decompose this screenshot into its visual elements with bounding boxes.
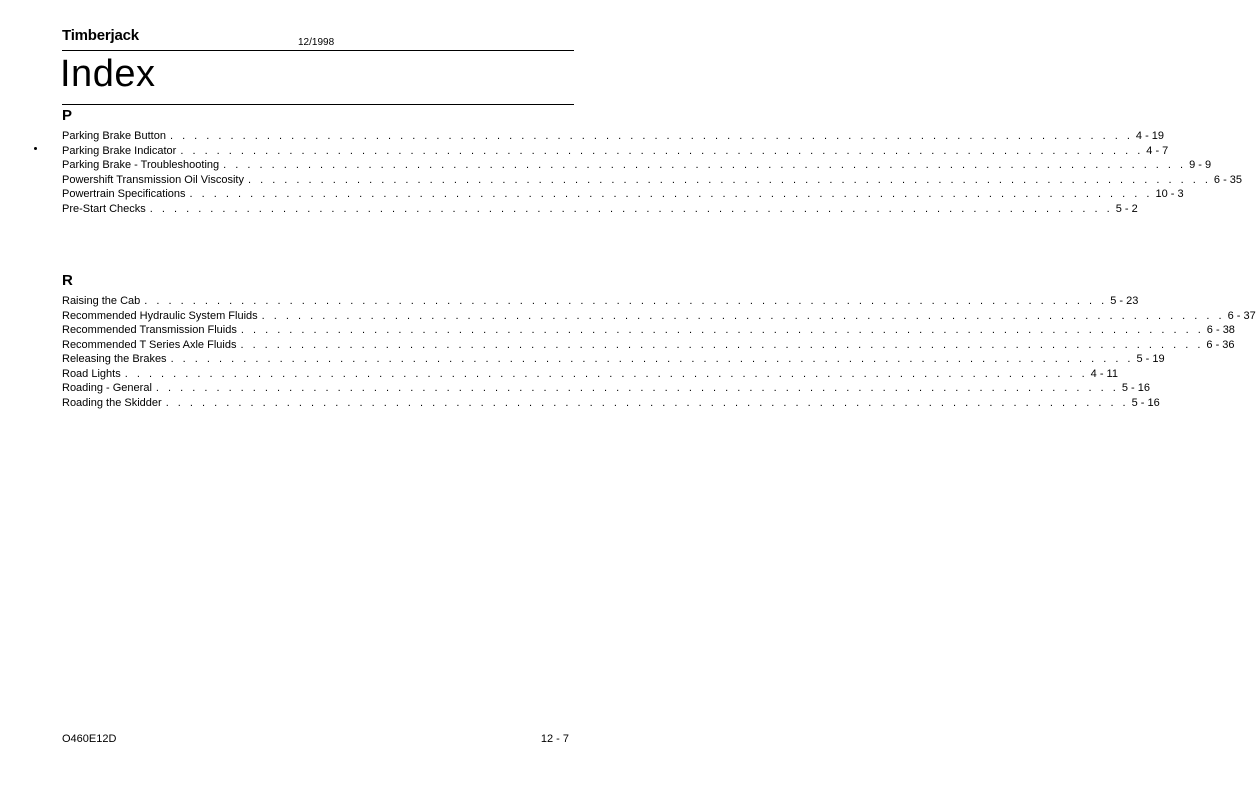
index-entry-label: Parking Brake Button bbox=[62, 130, 166, 142]
page-title: Index bbox=[60, 53, 156, 95]
section-p-entries bbox=[62, 129, 1243, 216]
index-entry bbox=[62, 158, 1212, 173]
index-entry bbox=[62, 309, 1256, 324]
index-entry-page: 6 - 35 bbox=[1213, 173, 1243, 186]
dot-leader: . . . . . . . . . . . . . . . . . . . . . . . . . . . . . . . . . . . . . . . . . . . . . . . . . . . . . . . . . . . . . . . . . . . . . . . . . . . . . . . . bbox=[165, 396, 1129, 409]
index-entry-label: Roading - General bbox=[62, 382, 152, 394]
header-divider bbox=[62, 50, 574, 51]
index-entry-page: 4 - 7 bbox=[1146, 144, 1169, 157]
index-entry-label: Recommended T Series Axle Fluids bbox=[62, 338, 237, 351]
index-entry bbox=[62, 294, 1139, 309]
index-entry-label: Roading the Skidder bbox=[62, 396, 162, 409]
index-entry bbox=[62, 352, 1165, 367]
index-entry-page: 6 - 37 bbox=[1227, 309, 1256, 322]
dot-leader: . . . . . . . . . . . . . . . . . . . . . . . . . . . . . . . . . . . . . . . . . . . . . . . . . . . . . . . . . . . . . . . . . . . . . . . . . . . . . . . . bbox=[180, 144, 1144, 157]
dot-leader: . . . . . . . . . . . . . . . . . . . . . . . . . . . . . . . . . . . . . . . . . . . . . . . . . . . . . . . . . . . . . . . . . . . . . . . . . . . . . . . . bbox=[240, 324, 1204, 336]
index-entry-label: Parking Brake - Troubleshooting bbox=[62, 159, 220, 171]
index-entry-label: Recommended Hydraulic System Fluids bbox=[62, 309, 258, 322]
dot-leader: . . . . . . . . . . . . . . . . . . . . . . . . . . . . . . . . . . . . . . . . . . . . . . . . . . . . . . . . . . . . . . . . . . . . . . . . . . . . . . . . bbox=[223, 159, 1187, 171]
header-date: 12/1998 bbox=[298, 37, 335, 48]
dot-leader: . . . . . . . . . . . . . . . . . . . . . . . . . . . . . . . . . . . . . . . . . . . . . . . . . . . . . . . . . . . . . . . . . . . . . . . . . . . . . . . . bbox=[155, 382, 1119, 394]
section-letter-p: P bbox=[62, 107, 73, 124]
index-entry bbox=[62, 396, 1160, 411]
section-letter-r: R bbox=[62, 272, 73, 289]
index-entry bbox=[62, 338, 1235, 353]
index-entry-page: 5 - 16 bbox=[1131, 396, 1160, 409]
dot-leader: . . . . . . . . . . . . . . . . . . . . . . . . . . . . . . . . . . . . . . . . . . . . . . . . . . . . . . . . . . . . . . . . . . . . . . . . . . . . . . . . bbox=[144, 295, 1108, 307]
index-entry bbox=[62, 367, 1118, 382]
index-entry-page: 5 - 16 bbox=[1121, 382, 1150, 394]
brand-name: Timberjack bbox=[62, 27, 139, 44]
index-entry-page: 6 - 38 bbox=[1206, 324, 1235, 336]
footer-doc-number: O460E12D bbox=[62, 733, 117, 745]
index-entry-label: Releasing the Brakes bbox=[62, 353, 167, 365]
dot-leader: . . . . . . . . . . . . . . . . . . . . . . . . . . . . . . . . . . . . . . . . . . . . . . . . . . . . . . . . . . . . . . . . . . . . . . . . . . . . . . . . bbox=[261, 309, 1225, 322]
index-entry-page: 10 - 3 bbox=[1155, 188, 1184, 200]
index-entry bbox=[62, 381, 1150, 396]
dot-leader: . . . . . . . . . . . . . . . . . . . . . . . . . . . . . . . . . . . . . . . . . . . . . . . . . . . . . . . . . . . . . . . . . . . . . . . . . . . . . . . . bbox=[189, 188, 1153, 200]
dot-leader: . . . . . . . . . . . . . . . . . . . . . . . . . . . . . . . . . . . . . . . . . . . . . . . . . . . . . . . . . . . . . . . . . . . . . . . . . . . . . . . . bbox=[170, 353, 1134, 365]
margin-dot bbox=[34, 147, 37, 150]
index-entry-label: Road Lights bbox=[62, 367, 121, 380]
index-entry bbox=[62, 323, 1235, 338]
footer-page-number: 12 - 7 bbox=[540, 733, 569, 745]
dot-leader: . . . . . . . . . . . . . . . . . . . . . . . . . . . . . . . . . . . . . . . . . . . . . . . . . . . . . . . . . . . . . . . . . . . . . . . . . . . . . . . . bbox=[169, 130, 1133, 142]
index-entry-page: 4 - 11 bbox=[1090, 367, 1118, 380]
index-entry-page: 6 - 36 bbox=[1206, 338, 1235, 351]
index-entry-label: Pre-Start Checks bbox=[62, 202, 146, 215]
index-entry-page: 5 - 23 bbox=[1110, 295, 1139, 307]
index-entry-page: 4 - 19 bbox=[1135, 130, 1165, 142]
index-entry bbox=[62, 173, 1243, 188]
index-entry bbox=[62, 202, 1138, 217]
index-entry-label: Powershift Transmission Oil Viscosity bbox=[62, 173, 244, 186]
index-entry-label: Parking Brake Indicator bbox=[62, 144, 177, 157]
index-entry bbox=[62, 144, 1169, 159]
index-entry bbox=[62, 129, 1165, 144]
index-entry-label: Recommended Transmission Fluids bbox=[62, 324, 237, 336]
dot-leader: . . . . . . . . . . . . . . . . . . . . . . . . . . . . . . . . . . . . . . . . . . . . . . . . . . . . . . . . . . . . . . . . . . . . . . . . . . . . . . . . bbox=[240, 338, 1204, 351]
index-entry bbox=[62, 187, 1184, 202]
index-entry-label: Powertrain Specifications bbox=[62, 188, 186, 200]
dot-leader: . . . . . . . . . . . . . . . . . . . . . . . . . . . . . . . . . . . . . . . . . . . . . . . . . . . . . . . . . . . . . . . . . . . . . . . . . . . . . . . . bbox=[124, 367, 1088, 380]
title-divider bbox=[62, 104, 574, 105]
index-entry-page: 9 - 9 bbox=[1189, 159, 1212, 171]
index-entry-page: 5 - 2 bbox=[1115, 202, 1138, 215]
section-r-entries bbox=[62, 294, 1256, 410]
index-entry-label: Raising the Cab bbox=[62, 295, 141, 307]
dot-leader: . . . . . . . . . . . . . . . . . . . . . . . . . . . . . . . . . . . . . . . . . . . . . . . . . . . . . . . . . . . . . . . . . . . . . . . . . . . . . . . . bbox=[247, 173, 1211, 186]
index-entry-page: 5 - 19 bbox=[1136, 353, 1165, 365]
dot-leader: . . . . . . . . . . . . . . . . . . . . . . . . . . . . . . . . . . . . . . . . . . . . . . . . . . . . . . . . . . . . . . . . . . . . . . . . . . . . . . . . bbox=[149, 202, 1113, 215]
